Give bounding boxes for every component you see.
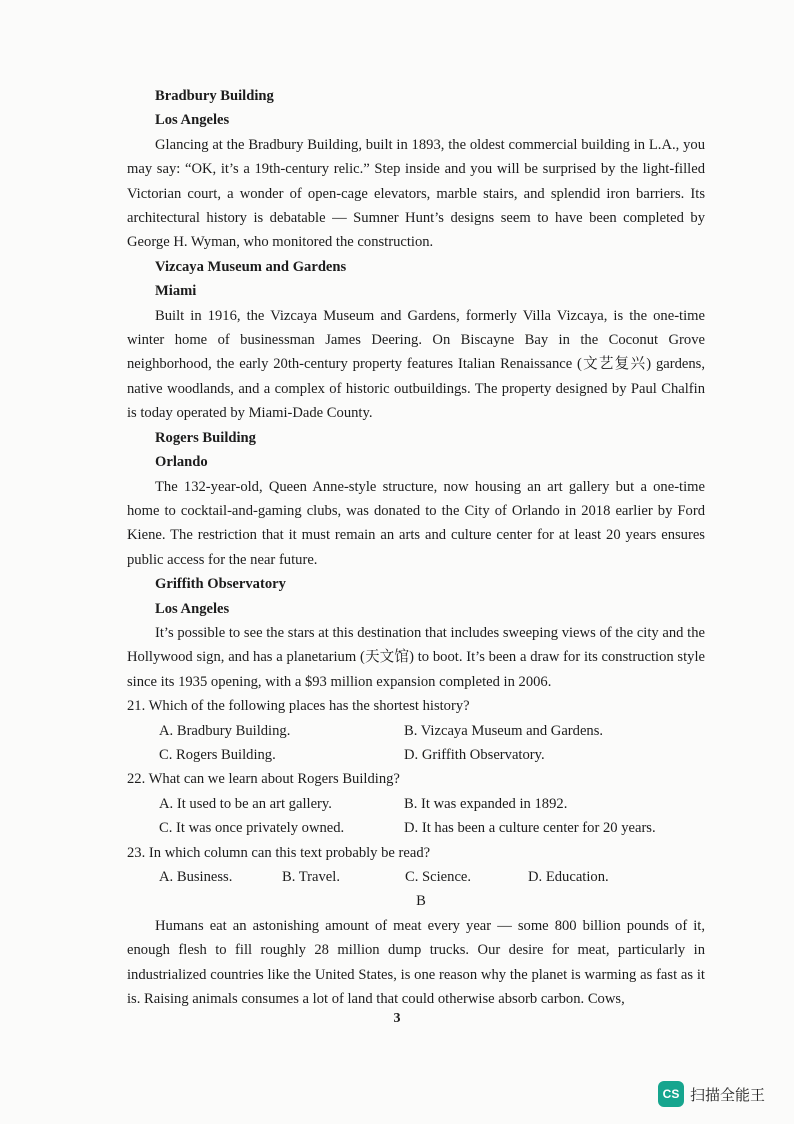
section-b-text: Humans eat an astonishing amount of meat every year — some 800 billion pounds of it, enough flesh to fill roughly 28 million dump trucks. Our desire for meat, particularly in industrialized countries like the United States, is one reason why the planet is warming as fast as it is. Raising animals consumes a lot of land that could otherwise absorb carbon. Cows, bbox=[127, 917, 705, 1008]
passage-entry-bradbury bbox=[127, 84, 705, 255]
question-22 bbox=[127, 767, 705, 840]
option-c: C. Science. bbox=[405, 869, 472, 885]
entry-title: Vizcaya Museum and Gardens bbox=[155, 258, 347, 275]
option-a: A. Business. bbox=[159, 869, 233, 885]
page-content bbox=[127, 84, 705, 1011]
option-d: D. Griffith Observatory. bbox=[404, 746, 545, 763]
option-a: A. It used to be an art gallery. bbox=[159, 795, 332, 812]
question-stem: 22. What can we learn about Rogers Building? bbox=[127, 771, 400, 788]
option-b: B. It was expanded in 1892. bbox=[404, 795, 568, 812]
option-d: D. It has been a culture center for 20 years. bbox=[404, 820, 656, 837]
option-c: C. It was once privately owned. bbox=[159, 820, 345, 837]
option-b: B. Vizcaya Museum and Gardens. bbox=[404, 722, 604, 739]
entry-title: Griffith Observatory bbox=[155, 576, 286, 593]
entry-title: Bradbury Building bbox=[155, 88, 274, 104]
question-stem: 21. Which of the following places has the shortest history? bbox=[127, 698, 470, 715]
entry-text: Glancing at the Bradbury Building, built in 1893, the oldest commercial building in L.A., you may say: “OK, it’s a 19th-century relic.” Step inside and you will be surprised by the light-filled Victorian court, a wonder of open-cage elevators, marble stairs, and splendid iron barriers. Its architectural history is debatable — Sumner Hunt’s designs seem to have been completed by George H. Wyman, who monitored the construction. bbox=[127, 136, 705, 251]
question-stem: 23. In which column can this text probably be read? bbox=[127, 844, 431, 861]
option-a: A. Bradbury Building. bbox=[159, 722, 291, 739]
entry-text: It’s possible to see the stars at this destination that includes sweeping views of the city and the Hollywood sign, and has a planetarium (天文馆) to boot. It’s been a draw for its construction style since its 1935 opening, with a $93 million expansion completed in 2006. bbox=[127, 624, 705, 690]
passage-entry-rogers bbox=[127, 426, 705, 572]
question-options bbox=[127, 792, 705, 841]
question-21 bbox=[127, 694, 705, 767]
question-options bbox=[127, 865, 705, 889]
scanner-watermark bbox=[658, 1081, 765, 1107]
entry-city: Los Angeles bbox=[155, 600, 230, 617]
option-b: B. Travel. bbox=[282, 869, 340, 885]
question-options bbox=[127, 719, 705, 768]
question-23 bbox=[127, 841, 705, 890]
entry-title: Rogers Building bbox=[155, 429, 256, 446]
entry-city: Orlando bbox=[155, 454, 208, 471]
entry-text: The 132-year-old, Queen Anne-style structure, now housing an art gallery but a one-time home to cocktail-and-gaming clubs, was donated to the City of Orlando in 2018 earlier by Ford Kiene. The restriction that it must remain an arts and culture center for at least 20 years ensures public access for the near future. bbox=[127, 478, 705, 568]
camscanner-logo-icon: CS bbox=[658, 1081, 684, 1107]
page-number: 3 bbox=[393, 1011, 401, 1026]
entry-text: Built in 1916, the Vizcaya Museum and Gardens, formerly Villa Vizcaya, is the one-time winter home of businessman James Deering. On Biscayne Bay in the Coconut Grove neighborhood, the early 20th-century property features Italian Renaissance (文艺复兴) gardens, native woodlands, and a complex of historic outbuildings. The property designed by Paul Chalfin is today operated by Miami-Dade County. bbox=[127, 307, 705, 422]
passage-entry-griffith bbox=[127, 572, 705, 694]
entry-city: Miami bbox=[155, 283, 197, 300]
option-d: D. Education. bbox=[528, 869, 609, 885]
option-c: C. Rogers Building. bbox=[159, 746, 276, 763]
watermark-text: 扫描全能王 bbox=[690, 1085, 766, 1104]
section-b-label: B bbox=[416, 893, 426, 910]
passage-entry-vizcaya bbox=[127, 255, 705, 426]
entry-city: Los Angeles bbox=[155, 112, 230, 129]
